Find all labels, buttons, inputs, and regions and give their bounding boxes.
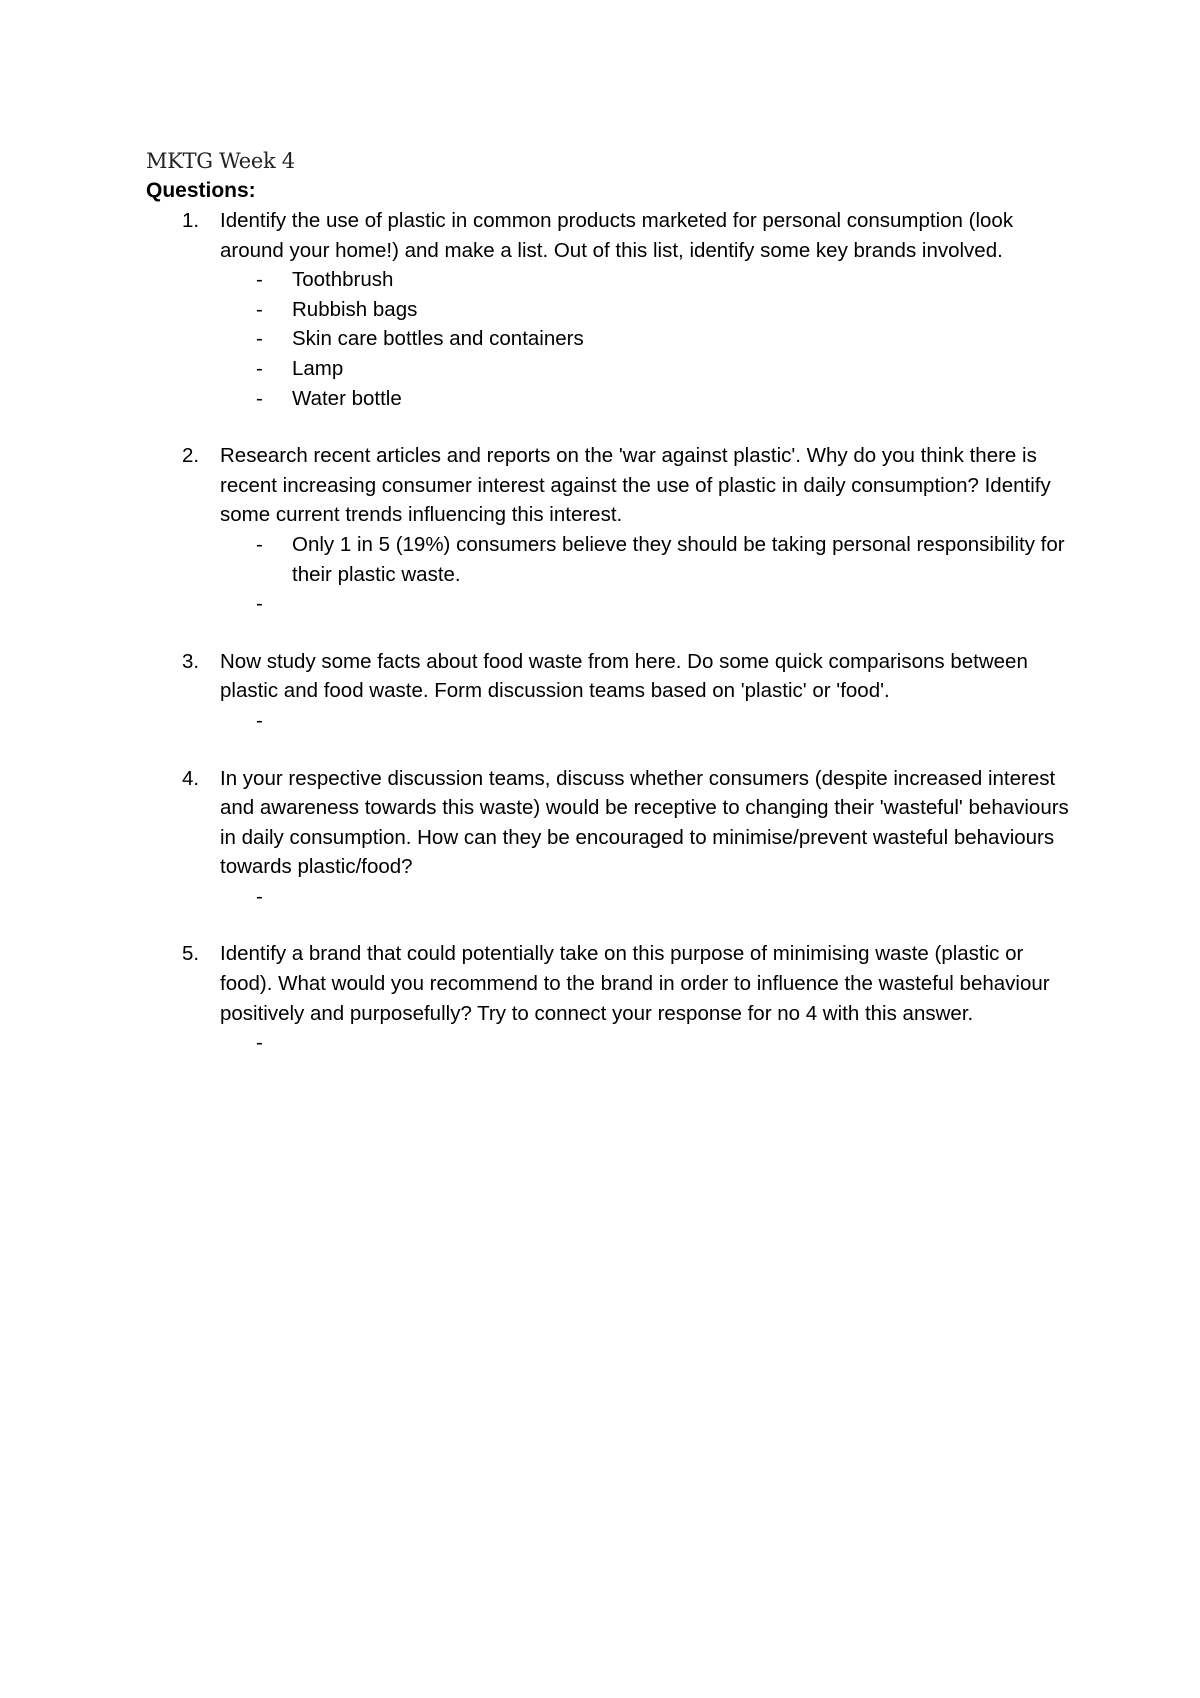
answer-text: Only 1 in 5 (19%) consumers believe they should be taking personal responsibility for their plastic waste. <box>292 532 1065 586</box>
answer-text: Toothbrush <box>292 268 394 292</box>
question-number: 4. <box>182 766 200 790</box>
document-body <box>146 146 1076 1058</box>
dash-bullet: - <box>256 327 263 351</box>
question-text: Identify the use of plastic in common products marketed for personal consumption (look around your home!) and make a list. Out of this list, identify some key brands involved. <box>220 209 1014 262</box>
question-text: Now study some facts about food waste from here. Do some quick comparisons between plastic and food waste. Form discussion teams based on 'plastic' or 'food'. <box>220 649 1028 703</box>
question-item-2 <box>146 441 1076 619</box>
question-text: Identify a brand that could potentially take on this purpose of minimising waste (plastic or food). What would you recommend to the brand in order to influence the wasteful behaviour positively and purposefully? Try to connect your response for no 4 with this answer. <box>220 942 1050 1025</box>
answer-list <box>220 882 1076 912</box>
answer-list <box>220 706 1076 736</box>
dash-bullet: - <box>256 708 263 732</box>
question-number: 3. <box>182 649 200 673</box>
answer-list <box>220 1028 1076 1058</box>
answer-text: Lamp <box>292 356 344 380</box>
document-title: MKTG Week 4 <box>146 149 295 173</box>
question-item-4 <box>146 764 1076 912</box>
answer-item <box>220 354 1076 384</box>
answer-item <box>220 882 1076 912</box>
dash-bullet: - <box>256 386 263 410</box>
answer-item <box>220 530 1076 589</box>
answer-item <box>220 295 1076 325</box>
question-item-5 <box>146 939 1076 1057</box>
question-text: In your respective discussion teams, discuss whether consumers (despite increased interest and awareness towards this waste) would be receptive to changing their 'wasteful' behaviours in daily consumption. How can they be encouraged to minimise/prevent wasteful behaviours towards plastic/food? <box>220 766 1069 879</box>
answer-item <box>220 384 1076 414</box>
question-number: 1. <box>182 209 200 232</box>
questions-heading: Questions: <box>146 179 256 202</box>
dash-bullet: - <box>256 1031 263 1055</box>
question-number: 5. <box>182 942 200 966</box>
question-text: Research recent articles and reports on the 'war against plastic'. Why do you think there is recent increasing consumer interest against the use of plastic in daily consumption? Identify some current trends influencing this interest. <box>220 444 1051 527</box>
answer-text: Rubbish bags <box>292 297 418 321</box>
dash-bullet: - <box>256 592 263 616</box>
question-item-3 <box>146 647 1076 736</box>
dash-bullet: - <box>256 884 263 908</box>
dash-bullet: - <box>256 268 263 292</box>
answer-item <box>220 265 1076 295</box>
answer-item <box>220 1028 1076 1058</box>
question-number: 2. <box>182 444 200 468</box>
dash-bullet: - <box>256 532 263 556</box>
answer-item <box>220 589 1076 619</box>
question-item-1 <box>146 206 1076 413</box>
answer-list <box>220 265 1076 413</box>
answer-text: Water bottle <box>292 386 402 410</box>
dash-bullet: - <box>256 297 263 321</box>
answer-item <box>220 706 1076 736</box>
questions-list <box>146 206 1076 1058</box>
answer-text: Skin care bottles and containers <box>292 327 584 351</box>
answer-list <box>220 530 1076 619</box>
answer-item <box>220 324 1076 354</box>
dash-bullet: - <box>256 356 263 380</box>
